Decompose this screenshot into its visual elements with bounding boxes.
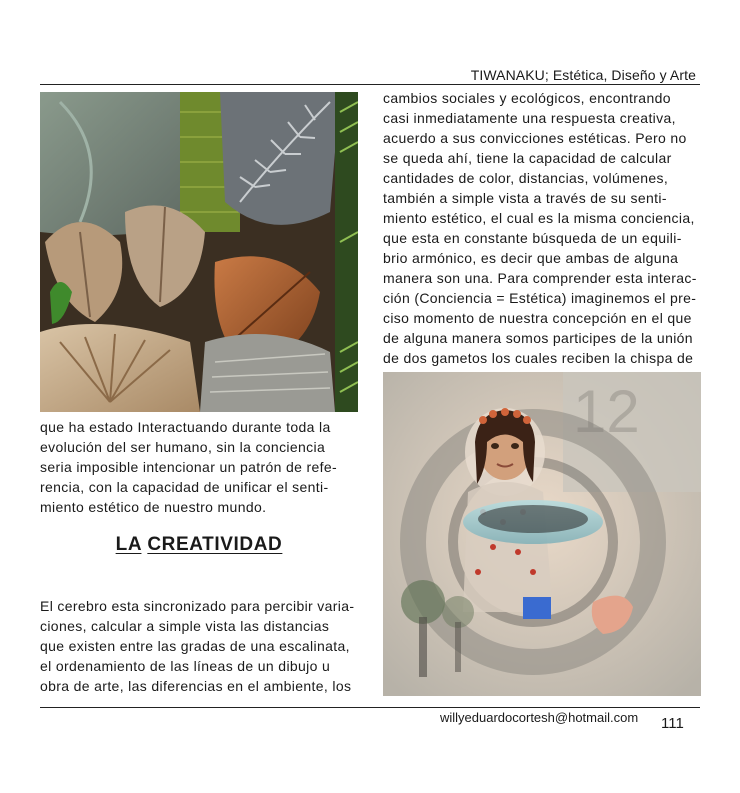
text-line: cambios sociales y ecológicos, encontrando	[383, 90, 671, 106]
text-line: miento estético, el cual es la misma conciencia,	[383, 210, 695, 226]
text-line: que ha estado Interactuando durante toda la	[40, 419, 331, 435]
text-line: miento estético de nuestro mundo.	[40, 499, 267, 515]
text-line: rencia, con la capacidad de unificar el senti-	[40, 479, 329, 495]
text-line: de alguna manera somos participes de la unión	[383, 330, 693, 346]
text-line: que esta en constante búsqueda de un equili-	[383, 230, 682, 246]
text-line: ciones, calcular a simple vista las distancias	[40, 618, 330, 634]
text-line: también a simple vista a través de su senti-	[383, 190, 667, 206]
footer-email: willyeduardocortesh@hotmail.com	[440, 710, 639, 725]
child-collage-image	[383, 372, 701, 696]
text-line: brio armónico, es decir que ambas de alguna	[383, 250, 679, 266]
section-heading	[40, 534, 358, 556]
text-line: manera son una. Para comprender esta interac-	[383, 270, 697, 286]
text-line: se queda ahí, tiene la capacidad de calcular	[383, 150, 672, 166]
footer-rule	[40, 707, 700, 708]
right-column-text	[383, 88, 697, 368]
text-line: seria imposible intencionar un patrón de refe-	[40, 459, 338, 475]
text-line: cantidades de color, distancias, volúmenes,	[383, 170, 669, 186]
text-line: que existen entre las gradas de una escalinata,	[40, 638, 350, 654]
left-middle-text	[40, 417, 337, 517]
text-line: obra de arte, las diferencias en el ambiente, los	[40, 678, 352, 694]
fossil-collage-image	[40, 92, 358, 412]
text-line: el ordenamiento de las líneas de un dibujo u	[40, 658, 331, 674]
svg-text:12: 12	[573, 378, 640, 445]
left-bottom-text	[40, 596, 354, 696]
text-line: de dos gametos los cuales reciben la chispa de	[383, 350, 694, 366]
header-rule	[40, 84, 700, 85]
heading-word: CREATIVIDAD	[147, 534, 283, 555]
text-line: ción (Conciencia = Estética) imaginemos el pre-	[383, 290, 697, 306]
text-line: acuerdo a sus convicciones estéticas. Pero no	[383, 130, 687, 146]
text-line: El cerebro esta sincronizado para percibir varia-	[40, 598, 355, 614]
text-line: evolución del ser humano, sin la conciencia	[40, 439, 326, 455]
heading-word: LA	[115, 534, 142, 555]
header-title: TIWANAKU; Estética, Diseño y Arte	[470, 67, 696, 83]
text-line: casi inmediatamente una respuesta creativa,	[383, 110, 676, 126]
page-number: 111	[661, 715, 684, 732]
text-line: ciso momento de nuestra concepción en el que	[383, 310, 692, 326]
